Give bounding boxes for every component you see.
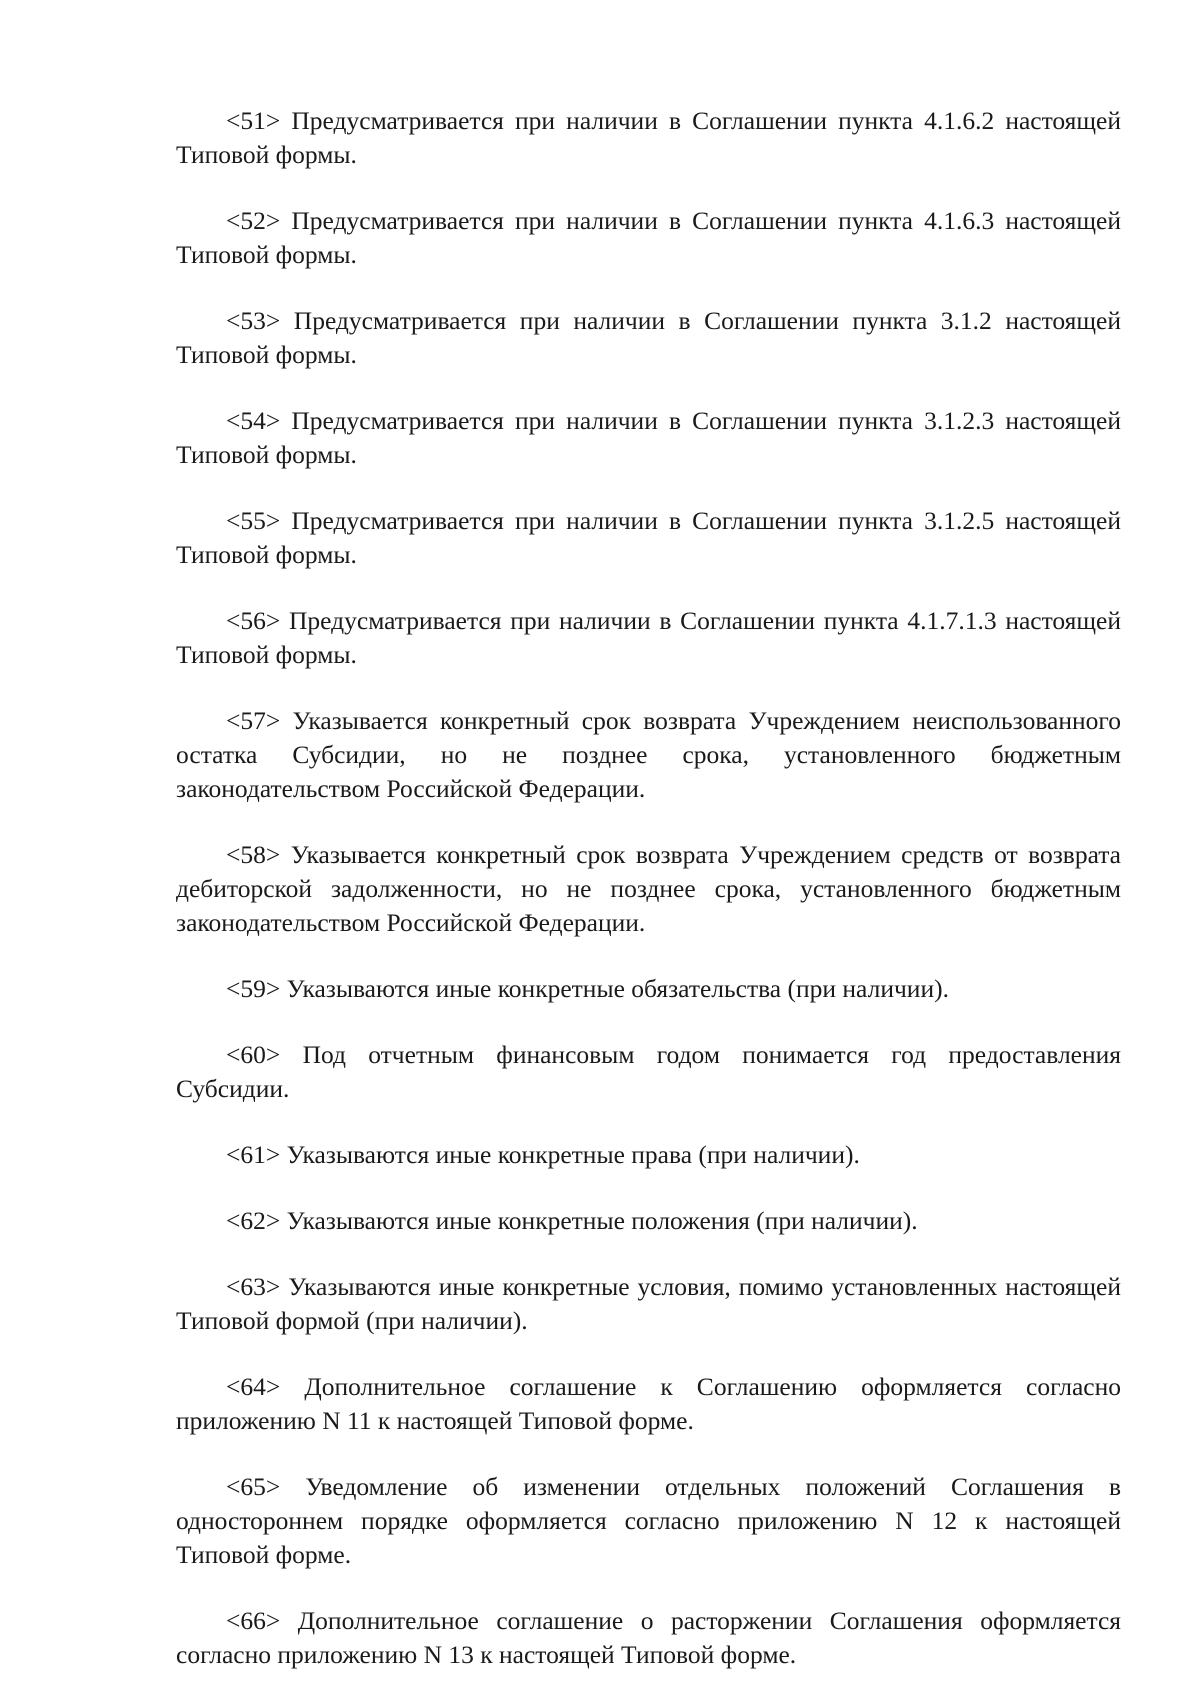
footnote-marker: <53> <box>226 306 281 335</box>
footnote-text: Уведомление об изменении отдельных положений Соглашения в одностороннем порядке оформляется согласно приложению N 12 к настоящей Типовой форме. <box>176 1472 1122 1569</box>
footnote-66 <box>176 1604 1121 1672</box>
footnote-57 <box>176 704 1121 806</box>
footnote-marker: <66> <box>226 1606 281 1635</box>
footnote-marker: <61> <box>226 1140 281 1169</box>
footnote-marker: <60> <box>226 1040 281 1069</box>
footnotes-list <box>176 104 1121 1704</box>
footnote-64 <box>176 1370 1121 1438</box>
footnote-52 <box>176 204 1121 272</box>
footnote-marker: <56> <box>226 606 281 635</box>
footnote-marker: <57> <box>226 706 281 735</box>
footnote-text: Указываются иные конкретные права (при наличии). <box>286 1140 860 1169</box>
footnote-65 <box>176 1470 1121 1572</box>
footnote-56 <box>176 604 1121 672</box>
footnote-marker: <63> <box>226 1272 281 1301</box>
footnote-marker: <51> <box>226 106 281 135</box>
footnote-text: Указываются иные конкретные положения (при наличии). <box>286 1206 918 1235</box>
footnote-text: Предусматривается при наличии в Соглашении пункта 4.1.6.2 настоящей Типовой формы. <box>176 106 1121 169</box>
footnote-marker: <58> <box>226 840 281 869</box>
footnote-63 <box>176 1270 1121 1338</box>
footnote-text: Дополнительное соглашение о расторжении Соглашения оформляется согласно приложению N 13 к настоящей Типовой форме. <box>176 1606 1121 1669</box>
footnote-marker: <64> <box>226 1372 281 1401</box>
footnote-marker: <65> <box>226 1472 281 1501</box>
footnote-61 <box>176 1138 1121 1172</box>
footnote-text: Указываются иные конкретные обязательства (при наличии). <box>286 974 949 1003</box>
footnote-marker: <59> <box>226 974 281 1003</box>
footnote-62 <box>176 1204 1121 1238</box>
footnote-text: Предусматривается при наличии в Соглашении пункта 4.1.6.3 настоящей Типовой формы. <box>176 206 1121 269</box>
footnote-51 <box>176 104 1121 172</box>
footnote-text: Указывается конкретный срок возврата Учреждением неиспользованного остатка Субсидии, но не позднее срока, установленного бюджетным законодательством Российской Федерации. <box>176 706 1121 803</box>
footnote-text: Предусматривается при наличии в Соглашении пункта 3.1.2 настоящей Типовой формы. <box>176 306 1121 369</box>
footnote-53 <box>176 304 1121 372</box>
footnote-58 <box>176 838 1121 940</box>
footnote-marker: <55> <box>226 506 281 535</box>
footnote-54 <box>176 404 1121 472</box>
footnote-marker: <54> <box>226 406 281 435</box>
footnote-marker: <62> <box>226 1206 281 1235</box>
footnote-text: Указываются иные конкретные условия, помимо установленных настоящей Типовой формой (при наличии). <box>176 1272 1121 1335</box>
footnote-marker: <52> <box>226 206 281 235</box>
footnote-text: Под отчетным финансовым годом понимается год предоставления Субсидии. <box>176 1040 1122 1103</box>
footnote-text: Дополнительное соглашение к Соглашению оформляется согласно приложению N 11 к настоящей Типовой форме. <box>176 1372 1121 1435</box>
footnote-text: Предусматривается при наличии в Соглашении пункта 3.1.2.5 настоящей Типовой формы. <box>176 506 1121 569</box>
footnote-text: Предусматривается при наличии в Соглашении пункта 3.1.2.3 настоящей Типовой формы. <box>176 406 1121 469</box>
footnote-60 <box>176 1038 1121 1106</box>
footnote-55 <box>176 504 1121 572</box>
footnote-text: Указывается конкретный срок возврата Учреждением средств от возврата дебиторской задолженности, но не позднее срока, установленного бюджетным законодательством Российской Федерации. <box>176 840 1122 937</box>
footnote-text: Предусматривается при наличии в Соглашении пункта 4.1.7.1.3 настоящей Типовой формы. <box>176 606 1121 669</box>
footnote-59 <box>176 972 1121 1006</box>
